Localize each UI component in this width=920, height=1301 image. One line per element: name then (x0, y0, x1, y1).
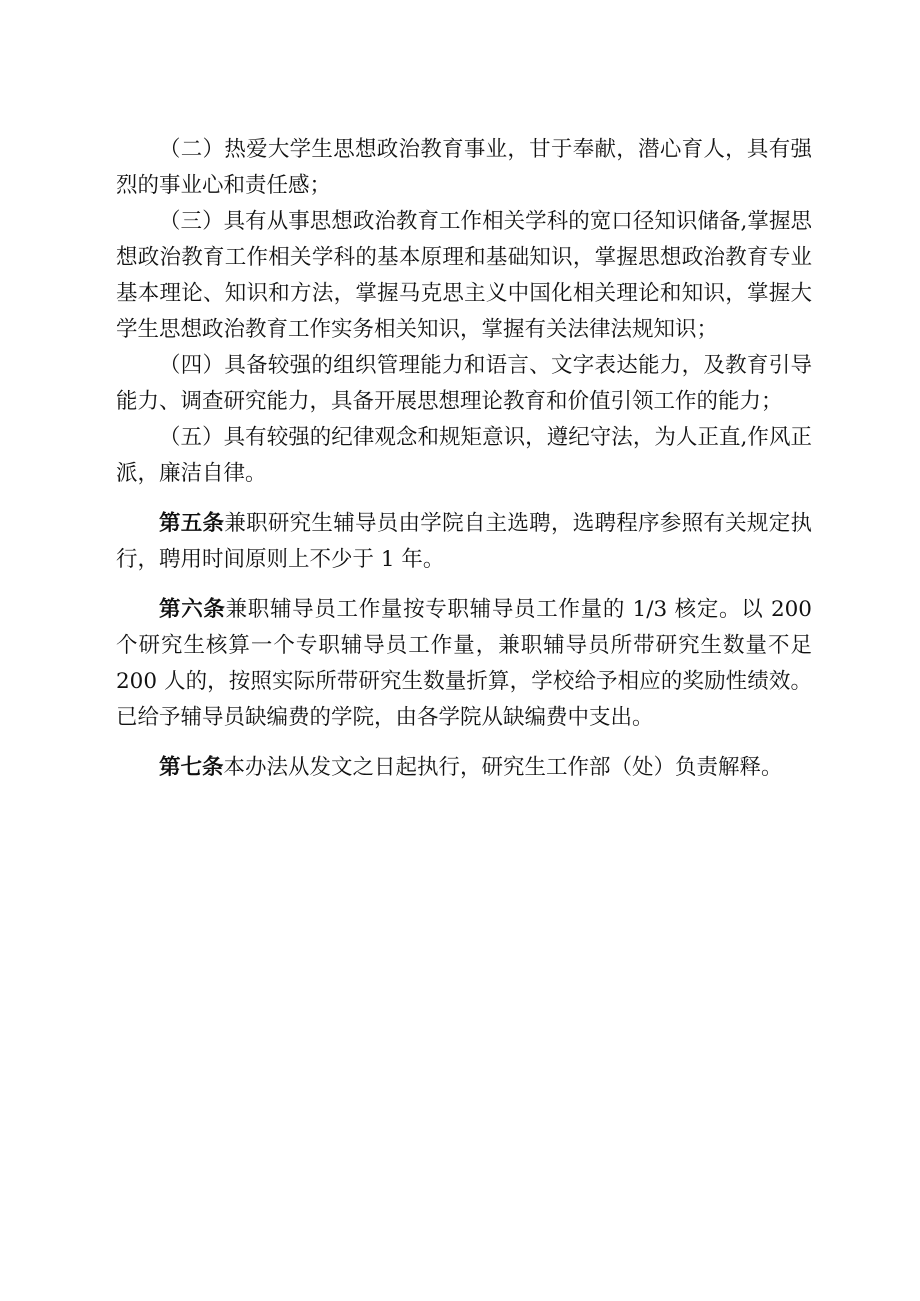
article-paragraph (116, 506, 812, 578)
article-paragraph (116, 592, 812, 736)
list-item: （二）热爱大学生思想政治教育事业，甘于奉献，潜心育人，具有强烈的事业心和责任感； (116, 137, 812, 198)
article-label: 第五条 (159, 511, 225, 536)
article-label: 第七条 (159, 755, 224, 780)
article-text: 本办法从发文之日起执行，研究生工作部（处）负责解释。 (223, 755, 783, 780)
article-label: 第六条 (159, 597, 226, 622)
list-item: （三）具有从事思想政治教育工作相关学科的宽口径知识储备,掌握思想政治教育工作相关学科的基本原理和基础知识，掌握思想政治教育专业基本理论、知识和方法，掌握马克思主义中国化相关理论和知识，掌握大学生思想政治教育工作实务相关知识，掌握有关法律法规知识； (116, 209, 812, 342)
article-text: 兼职研究生辅导员由学院自主选聘，选聘程序参照有关规定执行，聘用时间原则上不少于 1 年。 (116, 511, 812, 572)
list-item: （四）具备较强的组织管理能力和语言、文字表达能力，及教育引导能力、调查研究能力，具备开展思想理论教育和价值引领工作的能力； (116, 353, 812, 414)
article-paragraph (116, 750, 812, 786)
document-body (116, 132, 812, 786)
article-text: 兼职辅导员工作量按专职辅导员工作量的 1/3 核定。以 200 个研究生核算一个专职辅导员工作量，兼职辅导员所带研究生数量不足 200 人的，按照实际所带研究生数量折算，学校给予相应的奖励性绩效。已给予辅导员缺编费的学院，由各学院从缺编费中支出。 (116, 597, 812, 730)
list-item: （五）具有较强的纪律观念和规矩意识，遵纪守法，为人正直,作风正派，廉洁自律。 (116, 425, 812, 486)
